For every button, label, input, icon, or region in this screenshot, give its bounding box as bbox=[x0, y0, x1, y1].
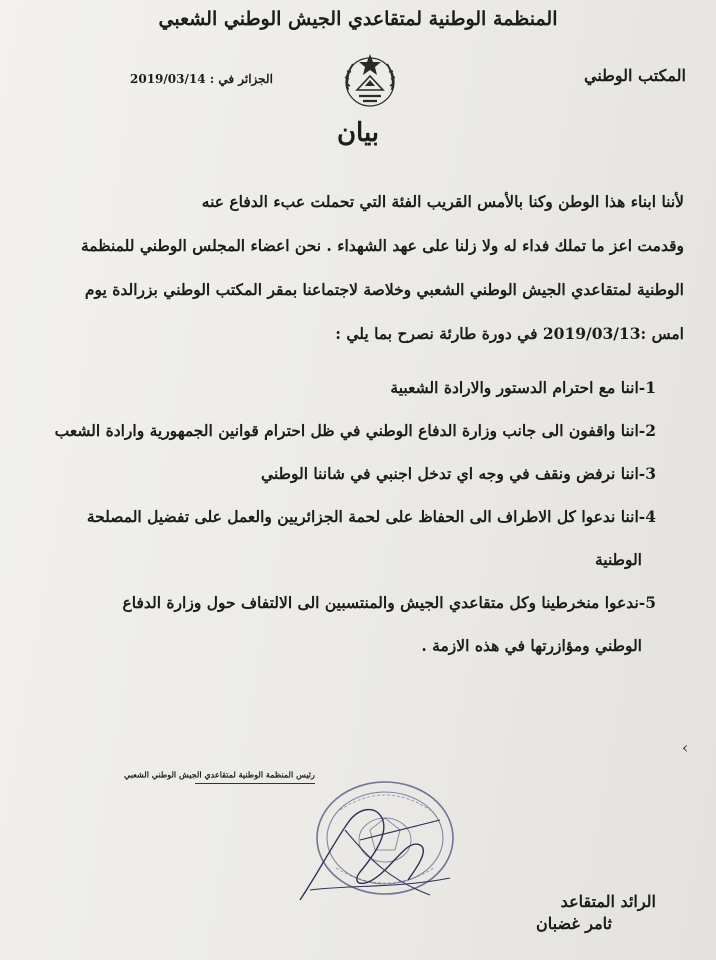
signatory-title-text: رئيس المنظمة الوطنية لمتقاعدي الجيش الوطني الشعبي bbox=[124, 770, 315, 781]
issue-date: الجزائر في : 2019/03/14 bbox=[130, 72, 273, 86]
signatory-name: ثامر غضبان bbox=[536, 914, 612, 933]
list-item: 2-اننا واقفون الى جانب وزارة الدفاع الوطني في ظل احترام قوانين الجمهورية وارادة الشعب bbox=[54, 421, 656, 440]
list-item: 5-ندعوا منخرطينا وكل متقاعدي الجيش والمنتسبين الى الالتفاف حول وزارة الدفاع bbox=[122, 593, 656, 612]
handwritten-signature bbox=[290, 800, 460, 910]
signatory-rank: الرائد المتقاعد bbox=[560, 892, 656, 911]
list-item: 3-اننا نرفض ونقف في وجه اي تدخل اجنبي في شاننا الوطني bbox=[261, 464, 656, 483]
list-item-continuation: الوطني ومؤازرتها في هذه الازمة . bbox=[421, 636, 642, 655]
margin-mark: ‹ bbox=[682, 738, 689, 757]
department-name: المكتب الوطني bbox=[584, 66, 686, 85]
military-emblem-icon bbox=[335, 46, 405, 116]
list-item: 4-اننا ندعوا كل الاطراف الى الحفاظ على لحمة الجزائريين والعمل على تفضيل المصلحة bbox=[86, 507, 656, 526]
list-item-continuation: الوطنية bbox=[594, 550, 642, 569]
signatory-title bbox=[124, 768, 315, 784]
statement-list bbox=[36, 366, 656, 667]
paragraph-line: امس :2019/03/13 في دورة طارئة نصرح بما يلي : bbox=[335, 324, 684, 343]
list-item: 1-اننا مع احترام الدستور والارادة الشعبية bbox=[390, 378, 656, 397]
paragraph-line: وقدمت اعز ما تملك فداء له ولا زلنا على عهد الشهداء . نحن اعضاء المجلس الوطني للمنظمة bbox=[80, 236, 684, 255]
document-title: بيان bbox=[336, 118, 380, 148]
paragraph-line: الوطنية لمتقاعدي الجيش الوطني الشعبي وخلاصة لاجتماعنا بمقر المكتب الوطني بزرالدة يوم bbox=[84, 280, 684, 299]
paragraph-line: لأننا ابناء هذا الوطن وكنا بالأمس القريب الفئة التي تحملت عبء الدفاع عنه bbox=[201, 192, 684, 211]
statement-paragraph bbox=[34, 180, 684, 356]
organization-title: المنظمة الوطنية لمتقاعدي الجيش الوطني الشعبي bbox=[158, 8, 558, 30]
